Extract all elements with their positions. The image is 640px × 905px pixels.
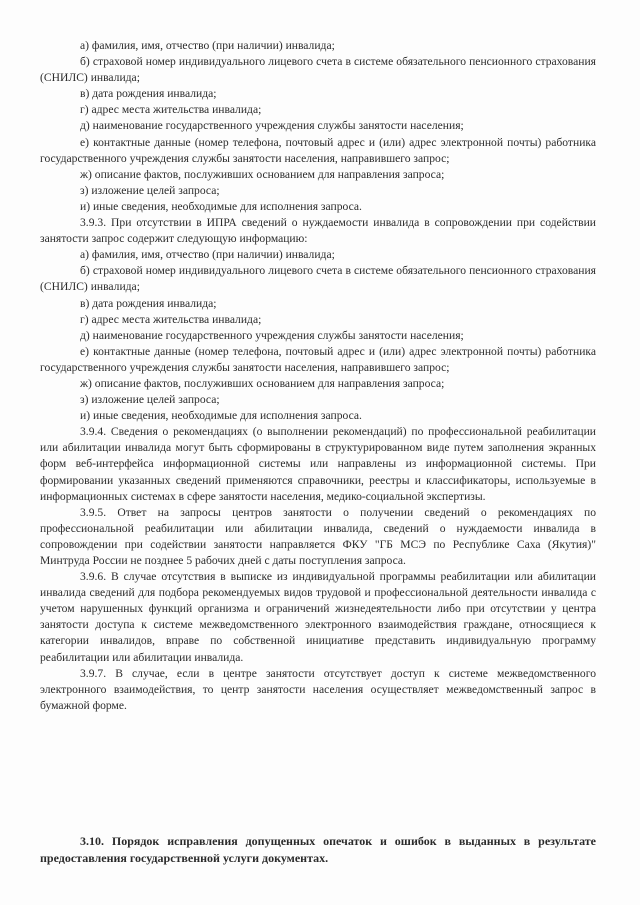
- list-item-zh-2: ж) описание фактов, послуживших основанием для направления запроса;: [80, 376, 445, 390]
- list-item-e: е) контактные данные (номер телефона, почтовый адрес и (или) адрес электронной почты) работника государственного учреждения службы занятости населения, направившего запрос;: [40, 135, 596, 165]
- list-item-g-2: г) адрес места жительства инвалида;: [80, 312, 262, 326]
- list-item-e-2: е) контактные данные (номер телефона, почтовый адрес и (или) адрес электронной почты) работника государственного учреждения службы занятости населения, направившего запрос;: [40, 344, 596, 374]
- paragraph-3-9-7: 3.9.7. В случае, если в центре занятости отсутствует доступ к системе межведомственного электронного взаимодействия, то центр занятости населения осуществляет межведомственный запрос в бумажной форме.: [40, 666, 596, 712]
- list-item-zh: ж) описание фактов, послуживших основанием для направления запроса;: [80, 167, 445, 181]
- document-body: [40, 38, 596, 714]
- section-heading-3-10: 3.10. Порядок исправления допущенных опечаток и ошибок в выданных в результате предоставления государственной услуги документах.: [40, 834, 596, 865]
- list-item-a: а) фамилия, имя, отчество (при наличии) инвалида;: [80, 39, 335, 52]
- list-item-v-2: в) дата рождения инвалида;: [80, 296, 217, 310]
- list-item-b: б) страховой номер индивидуального лицевого счета в системе обязательного пенсионного страхования (СНИЛС) инвалида;: [40, 55, 596, 85]
- list-item-i-2: и) иные сведения, необходимые для исполнения запроса.: [80, 409, 362, 423]
- list-item-d-2: д) наименование государственного учреждения службы занятости населения;: [80, 328, 464, 342]
- list-item-d: д) наименование государственного учреждения службы занятости населения;: [80, 119, 464, 133]
- paragraph-3-9-4: 3.9.4. Сведения о рекомендациях (о выполнении рекомендаций) по профессиональной реабилитации или абилитации инвалида могут быть сформированы в структурированном виде путем заполнения экранных форм веб-интерфейса информационной системы или направлены из информационной системы. При формировании указанных сведений применяются справочники, реестры и классификаторы, используемые в информационных системах в сфере занятости населения, медико-социальной экспертизы.: [40, 425, 596, 503]
- paragraph-3-9-3: 3.9.3. При отсутствии в ИПРА сведений о нуждаемости инвалида в сопровождении при содействии занятости запрос содержит следующую информацию:: [40, 216, 596, 246]
- list-item-z-2: з) изложение целей запроса;: [80, 393, 220, 407]
- list-item-i: и) иные сведения, необходимые для исполнения запроса.: [80, 199, 362, 213]
- paragraph-3-9-6: 3.9.6. В случае отсутствия в выписке из индивидуальной программы реабилитации или абилитации инвалида сведений для подбора рекомендуемых видов трудовой и профессиональной деятельности инвалида с учетом нарушенных функций организма и ограничений жизнедеятельности либо при отсутствии у центра занятости доступа к системе межведомственного электронного взаимодействия граждане, относящиеся к категории инвалидов, вправе по собственной инициативе представить индивидуальную программу реабилитации или абилитации инвалида.: [40, 570, 596, 664]
- list-item-b-2: б) страховой номер индивидуального лицевого счета в системе обязательного пенсионного страхования (СНИЛС) инвалида;: [40, 264, 596, 294]
- list-item-z: з) изложение целей запроса;: [80, 183, 220, 197]
- list-item-v: в) дата рождения инвалида;: [80, 87, 217, 101]
- list-item-a-2: а) фамилия, имя, отчество (при наличии) инвалида;: [80, 248, 335, 262]
- list-item-g: г) адрес места жительства инвалида;: [80, 103, 262, 117]
- paragraph-3-9-5: 3.9.5. Ответ на запросы центров занятости о получении сведений о рекомендациях по профессиональной реабилитации или абилитации инвалида, сведений о нуждаемости инвалида в сопровождении при содействии занятости направляется ФКУ "ГБ МСЭ по Республике Саха (Якутия)" Минтруда России не позднее 5 рабочих дней с даты поступления запроса.: [40, 505, 596, 567]
